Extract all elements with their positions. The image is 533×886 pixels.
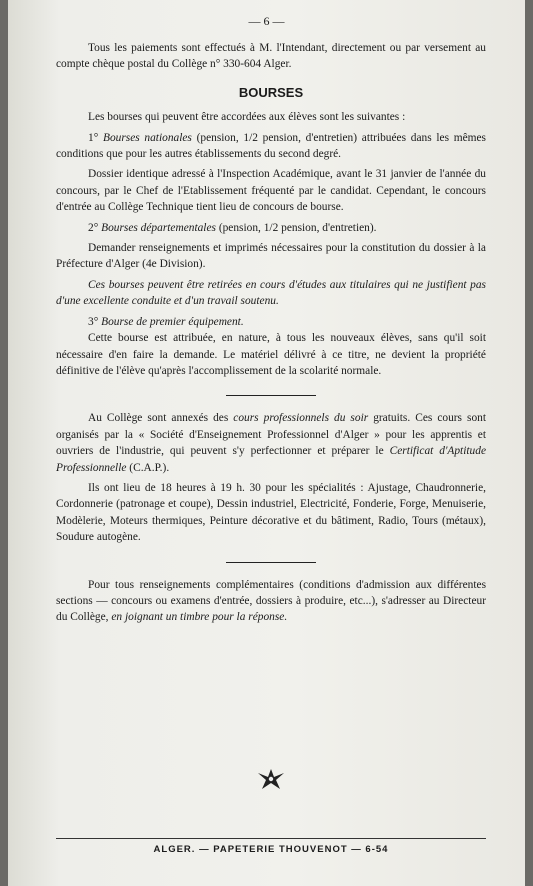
- cours-a: Au Collège sont annexés des: [88, 412, 234, 425]
- cours-b-italic: Certificat d'Aptitude Professionnelle: [56, 445, 487, 474]
- b3-title: Bourse de premier équipement.: [101, 315, 244, 328]
- footer-rule: [56, 838, 486, 839]
- printer-ornament-icon: [256, 765, 286, 791]
- b2-demande: Demander renseignements et imprimés nécessaires pour la constitution du dossier à la Préfecture d'Alger (4e Division).: [56, 242, 486, 271]
- b2-text: (pension, 1/2 pension, d'entretien).: [215, 221, 377, 234]
- intro-paragraph: Tous les paiements sont effectués à M. l'Intendant, directement ou par versement au compte chèque postal du Collège n° 330-604 Alger.: [56, 42, 486, 71]
- b3-number: 3°: [88, 315, 99, 328]
- cours-c: (C.A.P.).: [126, 461, 170, 474]
- b2-title: Bourses départementales: [101, 221, 216, 234]
- bourse-departementale: [56, 220, 486, 236]
- bourse-nationale: [56, 130, 486, 163]
- separator-rule-2: [226, 562, 316, 563]
- b1-title: Bourses nationales: [102, 131, 192, 144]
- specialites-paragraph: Ils ont lieu de 18 heures à 19 h. 30 pour les spécialités : Ajustage, Chaudronnerie, Cordonnerie (patronage et coupe), Dessin industriel, Electricité, Fonderie, Forge, Menuiserie, Modèlerie, Moteurs thermiques, Peinture décorative et du bâtiment, Radio, Tours (métaux), Soudure autogène.: [56, 481, 486, 544]
- document-page: [8, 0, 525, 886]
- renseignements-paragraph: [56, 577, 486, 626]
- b3-text: Cette bourse est attribuée, en nature, à tous les nouveaux élèves, sans qu'il soit nécessaire d'en faire la demande. Le matériel délivré à ce titre, ne devient la propriété définitive de l'élève qu'après l'accomplissement de la scolarité normale.: [56, 332, 486, 377]
- b1-number: 1°: [88, 131, 99, 144]
- page-content: [56, 40, 486, 626]
- cours-paragraph: [56, 410, 486, 476]
- cours-b: gratuits. Ces cours sont organisés par la « Société d'Enseignement Professionnel d'Alger » pour les apprentis et ouvriers de l'industrie, qui peuvent s'y perfectionner et préparer le: [56, 412, 486, 458]
- section-heading: BOURSES: [238, 84, 304, 100]
- printer-footer: ALGER. — PAPETERIE THOUVENOT — 6-54: [153, 844, 389, 855]
- warning-paragraph: Ces bourses peuvent être retirées en cours d'études aux titulaires qui ne justifient pas d'une excellente conduite et d'un travail soutenu.: [56, 278, 486, 308]
- renseignements-a: Pour tous renseignements complémentaires (conditions d'admission aux différentes sections — concours ou examens d'entrée, dossiers à produire, etc...), s'adresser au Directeur du Collège,: [56, 578, 486, 624]
- renseignements-italic: en joignant un timbre pour la réponse.: [111, 611, 288, 624]
- page-number: — 6 —: [248, 14, 285, 28]
- cours-a-italic: cours professionnels du soir: [233, 412, 369, 425]
- bourse-equipement: [56, 314, 486, 330]
- separator-rule: [226, 395, 316, 396]
- b1-text: (pension, 1/2 pension, d'entretien) attribuées dans les mêmes conditions que pour les autres établissements du second degré.: [56, 131, 486, 161]
- b1-dossier: Dossier identique adressé à l'Inspection Académique, avant le 31 janvier de l'année du concours, par le Chef de l'Etablissement fréquenté par le candidat. Cependant, le concours d'entrée au Collège Technique tient lieu de concours de bourse.: [56, 168, 486, 214]
- b2-number: 2°: [88, 221, 99, 234]
- bourses-intro: Les bourses qui peuvent être accordées aux élèves sont les suivantes :: [88, 111, 406, 124]
